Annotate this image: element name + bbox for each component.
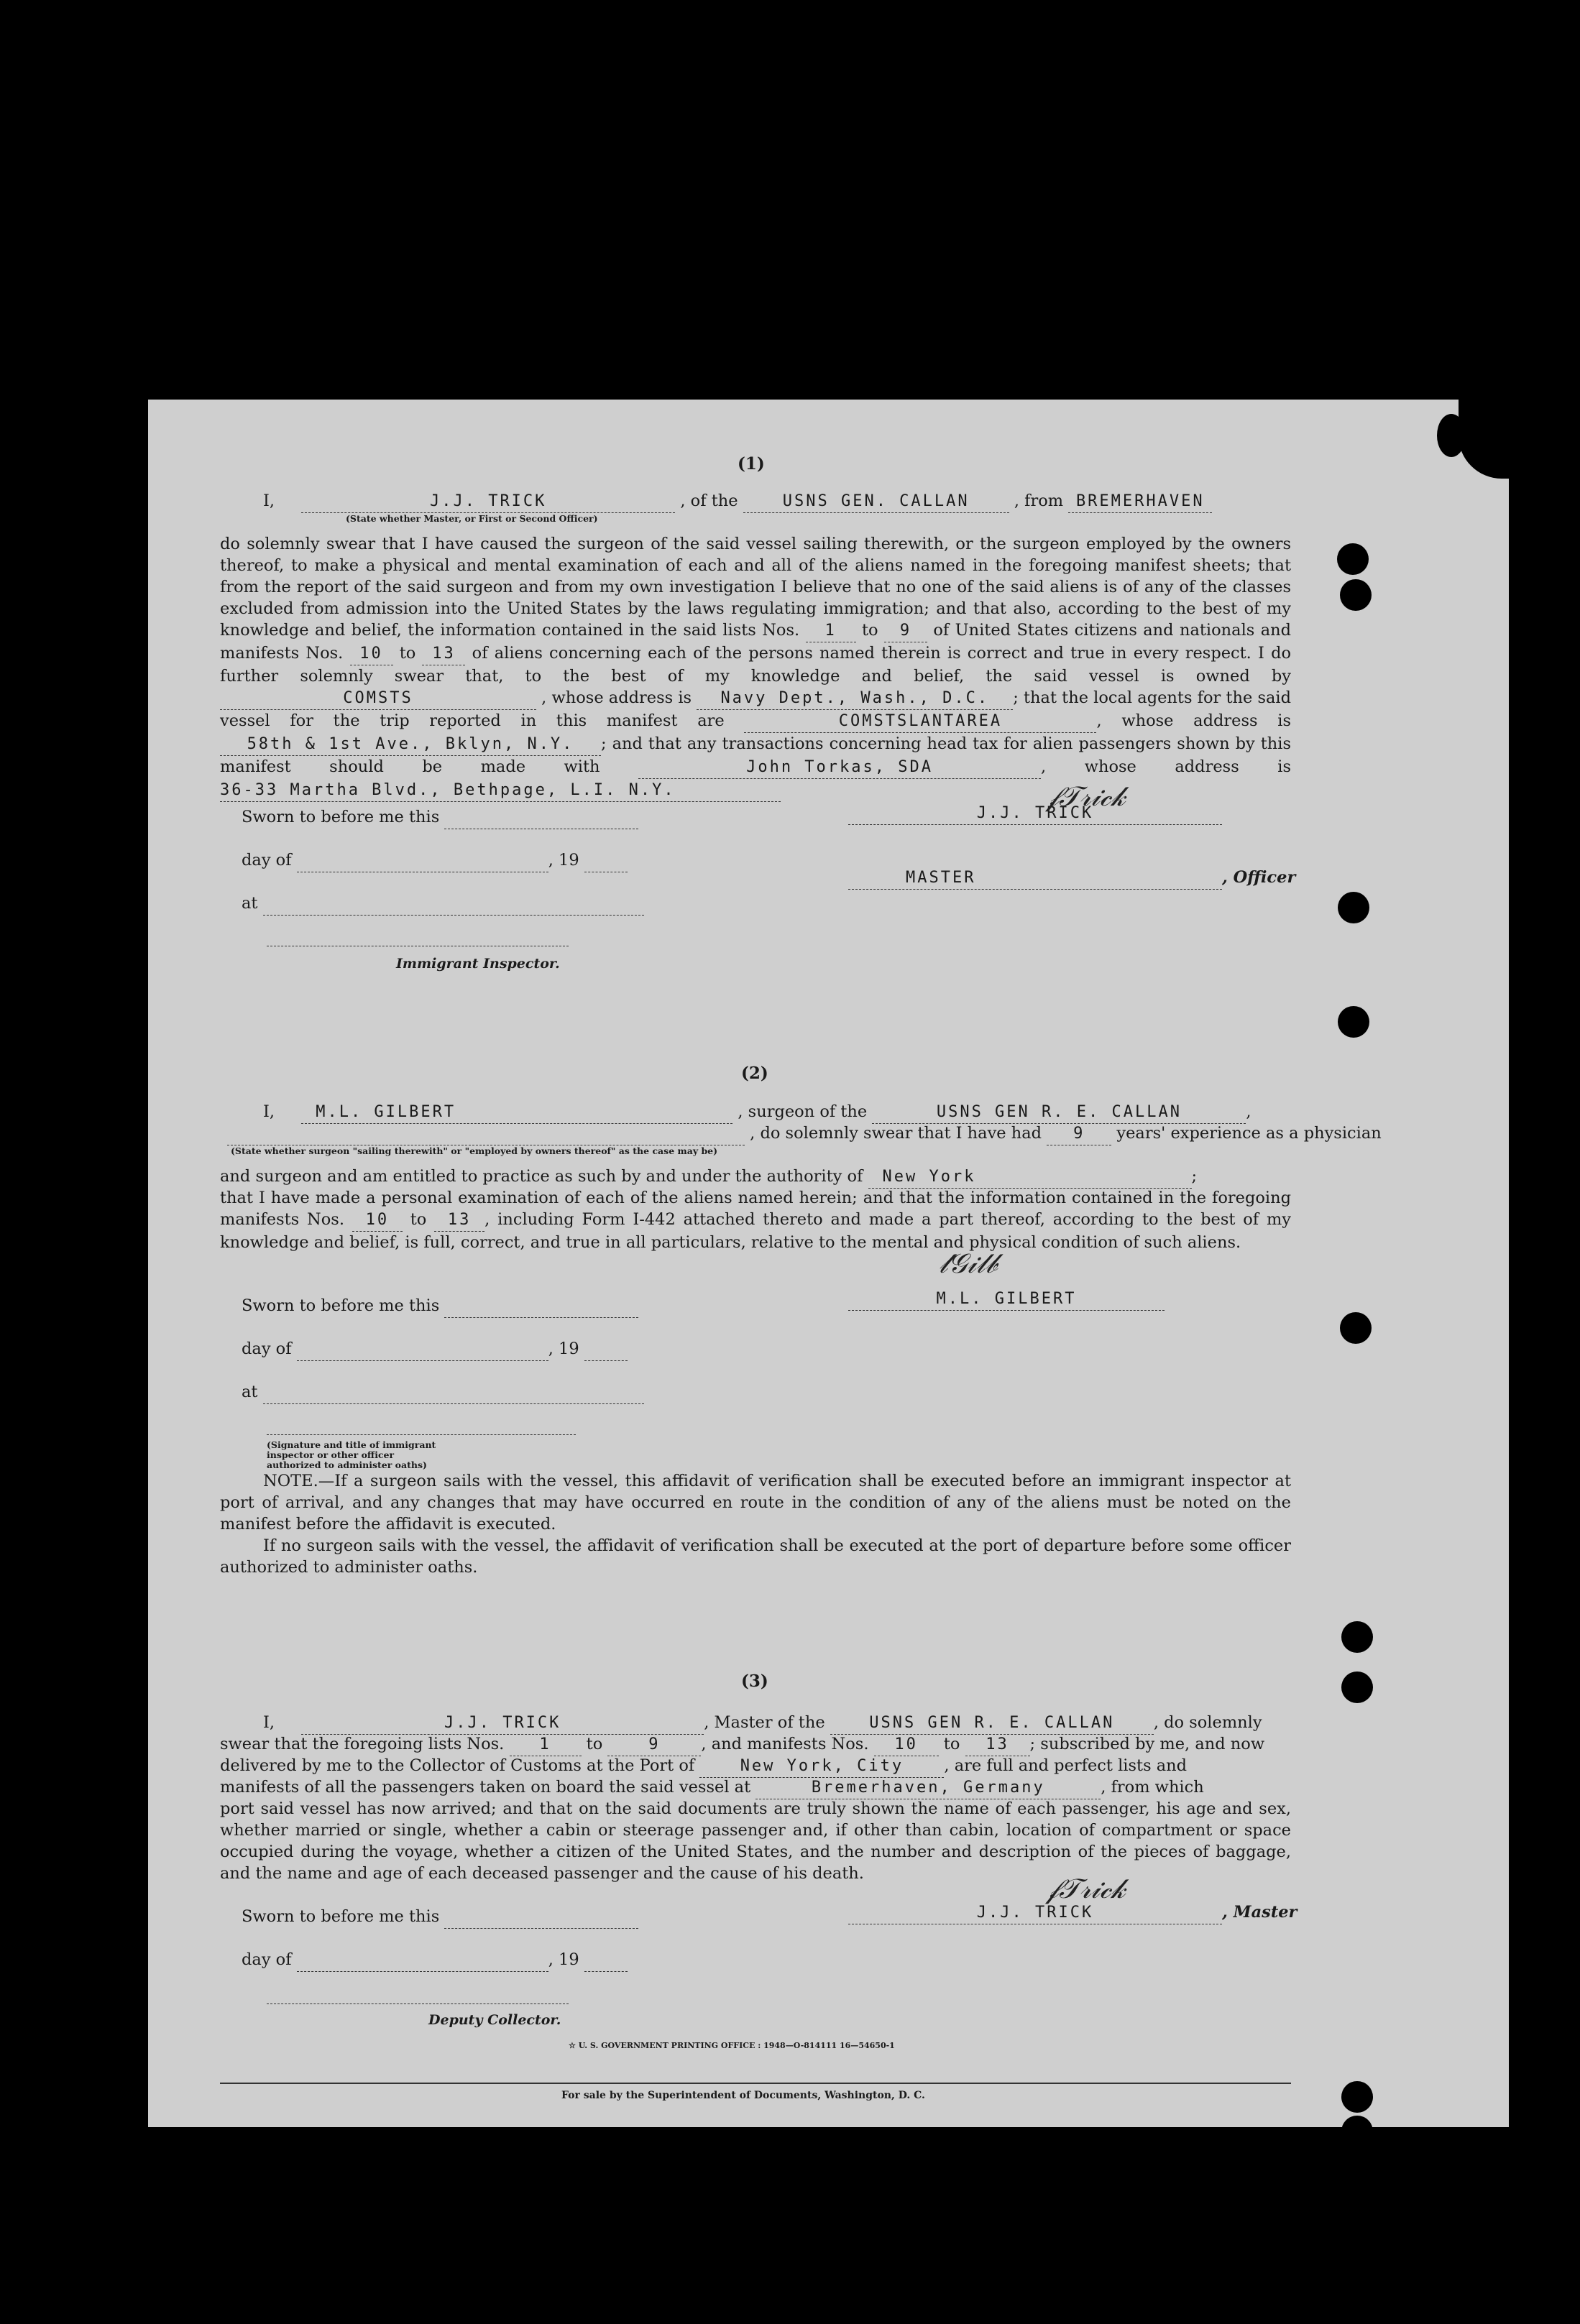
- s1-title-field: MASTER: [848, 867, 1222, 890]
- s2-vessel-field: USNS GEN R. E. CALLAN: [872, 1102, 1246, 1124]
- s1-signature-name: J.J. TRICK: [848, 803, 1222, 825]
- officer-field: J.J. TRICK: [301, 491, 675, 513]
- s3-collector-caption: Deputy Collector.: [428, 2012, 561, 2028]
- s2-inspector-line: [267, 1434, 576, 1435]
- s3-lists-to-field: 9: [607, 1734, 701, 1756]
- s3-collector-line: [267, 2003, 569, 2004]
- footer-rule: [220, 2083, 1291, 2084]
- s3-man-from-field: 10: [874, 1734, 939, 1756]
- s1-body-1: do solemnly swear that I have caused the surgeon of the said vessel sailing therewith, or the surgeon employed by the owners thereof, to make a physical and mental examination of each and all of the aliens named in the foregoing manifest sheets; that from the report of the said surgeon and from my own investigation I believe that no one of the said aliens is of any of the classes excluded from admission into the United States by the laws regulating immigration; and that also, according to the best of my knowledge and belief, the information contained in the said lists Nos. 1 to 9 of United States citizens and nationals and manifests Nos. 10 to 13 of aliens concerning each of the persons named therein is correct and true in every respect. I do further solemnly swear that, to the best of my knowledge and belief, the said vessel is owned by COMSTS , whose address is Navy Dept., Wash., D.C. ; that the local agents for the said vessel for the trip reported in this manifest are COMSTSLANTAREA , whose address is 58th & 1st Ave., Bklyn, N.Y. ; and that any transactions concerning head tax for alien passengers shown by this manifest should be made with John Torkas, SDA , whose address is 36-33 Martha Blvd., Bethpage, L.I. N.Y.: [220, 533, 1291, 802]
- s2-note-2: If no surgeon sails with the vessel, the affidavit of verification shall be executed at the port of departure before some officer authorized to administer oaths.: [220, 1536, 1291, 1577]
- section-3-number: (3): [741, 1671, 768, 1691]
- s2-day: day of , 19: [242, 1338, 628, 1361]
- owner-field: COMSTS: [220, 688, 536, 710]
- s2-signature-name: M.L. GILBERT: [848, 1288, 1165, 1311]
- s1-at: at: [242, 893, 644, 916]
- s3-master-field: J.J. TRICK: [301, 1712, 704, 1735]
- punch-hole: [1341, 1621, 1373, 1653]
- manifest-page: [148, 400, 1509, 2127]
- s2-line-1: I, M.L. GILBERT , surgeon of the USNS GEN R. E. CALLAN ,: [263, 1101, 1251, 1124]
- s2-body: that I have made a personal examination of each of the aliens named herein; and that the information contained in the foregoing manifests Nos. 10 to 13 , including Form I-442 attached thereto and made a part thereof, according to the best of my knowledge and belief, is full, correct, and true in all particulars, relative to the mental and physical condition of such aliens.: [220, 1189, 1292, 1252]
- years-field: 9: [1047, 1123, 1111, 1145]
- s3-line-2: swear that the foregoing lists Nos. 1 to 9 , and manifests Nos. 10 to 13 ; subscribed by me, and now: [220, 1733, 1264, 1756]
- s3-vessel-field: USNS GEN R. E. CALLAN: [830, 1712, 1154, 1735]
- headtax-party-field: John Torkas, SDA: [638, 757, 1041, 779]
- surgeon-caption: (State whether surgeon "sailing therewith" or "employed by owners thereof" as the case may be): [231, 1145, 718, 1156]
- s3-taken-at-field: Bremerhaven, Germany: [755, 1777, 1101, 1799]
- sale-note: For sale by the Superintendent of Documents, Washington, D. C.: [561, 2090, 925, 2101]
- s3-signature-name: J.J. TRICK: [848, 1902, 1222, 1924]
- punch-hole: [1340, 1312, 1372, 1344]
- s1-sworn: Sworn to before me this: [242, 806, 638, 829]
- s1-line-1: I, J.J. TRICK , of the USNS GEN. CALLAN , from BREMERHAVEN: [263, 490, 1212, 513]
- section-2-number: (2): [741, 1064, 768, 1083]
- s2-authority: and surgeon and am entitled to practice as such by and under the authority of New York ;: [220, 1166, 1197, 1189]
- s2-man-from-field: 10: [352, 1209, 403, 1232]
- punch-hole: [1341, 2116, 1373, 2147]
- punch-hole: [1340, 579, 1372, 611]
- s3-day: day of , 19: [242, 1949, 628, 1972]
- s3-line-4: manifests of all the passengers taken on board the said vessel at Bremerhaven, Germany , from which: [220, 1776, 1204, 1799]
- s3-line-3: delivered by me to the Collector of Customs at the Port of New York, City , are full and perfect lists and: [220, 1755, 1187, 1778]
- port-from-field: BREMERHAVEN: [1068, 491, 1212, 513]
- s1-title: MASTER , Officer: [848, 867, 1295, 890]
- s2-man-to-field: 13: [434, 1209, 484, 1232]
- punch-hole: [1341, 2081, 1373, 2113]
- s3-body: port said vessel has now arrived; and that on the said documents are truly shown the name of each passenger, his age and sex, whether married or single, whether a cabin or steerage passenger and, if other than cabin, location of compartment or space occupied during the voyage, whether a citizen of the United States, and the number and description of the pieces of baggage, and the name and age of each deceased passenger and the cause of his death.: [220, 1799, 1291, 1883]
- punch-hole: [1338, 892, 1369, 923]
- lists-to-field: 9: [884, 620, 927, 642]
- s2-signature: [848, 1288, 1165, 1311]
- punch-hole: [1337, 543, 1369, 575]
- s2-inspector-caption: (Signature and title of immigrant inspector or other officer authorized to administer oaths): [267, 1439, 436, 1470]
- s3-signature: J.J. TRICK , Master: [848, 1901, 1297, 1924]
- authority-field: New York: [868, 1166, 1192, 1189]
- s3-port-field: New York, City: [699, 1756, 944, 1778]
- s2-note-1: NOTE.—If a surgeon sails with the vessel, this affidavit of verification shall be executed before an immigrant inspector at port of arrival, and any changes that may have occurred en route in the condition of any of the aliens must be noted on the manifest before the affidavit is executed.: [220, 1472, 1291, 1534]
- headtax-address-field: 36-33 Martha Blvd., Bethpage, L.I. N.Y.: [220, 780, 781, 802]
- s3-handwritten-signature: 𝒻𝒯𝓇𝒾𝒸𝓀: [1047, 1873, 1126, 1904]
- s3-lists-from-field: 1: [510, 1734, 582, 1756]
- torn-edge: [1437, 414, 1466, 457]
- s2-at: at: [242, 1381, 644, 1404]
- vessel-field: USNS GEN. CALLAN: [743, 491, 1009, 513]
- gpo-imprint: ☆ U. S. GOVERNMENT PRINTING OFFICE : 1948—O-814111 16—54650-1: [569, 2041, 895, 2050]
- manifests-to-field: 13: [422, 643, 465, 665]
- section-1-number: (1): [738, 454, 765, 474]
- s1-handwritten-signature: 𝒻𝒯𝓇𝒾𝒸𝓀: [1047, 780, 1126, 812]
- torn-corner: [1459, 400, 1509, 479]
- surgeon-field: M.L. GILBERT: [301, 1102, 732, 1124]
- officer-caption: (State whether Master, or First or Second Officer): [346, 513, 598, 524]
- s3-sworn: Sworn to before me this: [242, 1906, 638, 1929]
- s2-sworn: Sworn to before me this: [242, 1295, 638, 1318]
- s2-handwritten-signature: 𝓁𝒢𝒾𝓁𝒷: [939, 1248, 997, 1279]
- s1-day: day of , 19: [242, 849, 628, 872]
- s2-line-2: , do solemnly swear that I have had 9 years' experience as a physician: [227, 1122, 1382, 1145]
- s1-inspector-caption: Immigrant Inspector.: [396, 956, 560, 972]
- agents-address-field: 58th & 1st Ave., Bklyn, N.Y.: [220, 734, 601, 756]
- owner-address-field: Navy Dept., Wash., D.C.: [697, 688, 1013, 710]
- s3-man-to-field: 13: [965, 1734, 1030, 1756]
- s1-signature: [848, 802, 1222, 825]
- manifests-from-field: 10: [350, 643, 393, 665]
- s3-line-1: I, J.J. TRICK , Master of the USNS GEN R. E. CALLAN , do solemnly: [263, 1712, 1262, 1735]
- lists-from-field: 1: [806, 620, 856, 642]
- punch-hole: [1341, 1671, 1373, 1703]
- punch-hole: [1338, 1006, 1369, 1038]
- agents-field: COMSTSLANTAREA: [744, 711, 1096, 733]
